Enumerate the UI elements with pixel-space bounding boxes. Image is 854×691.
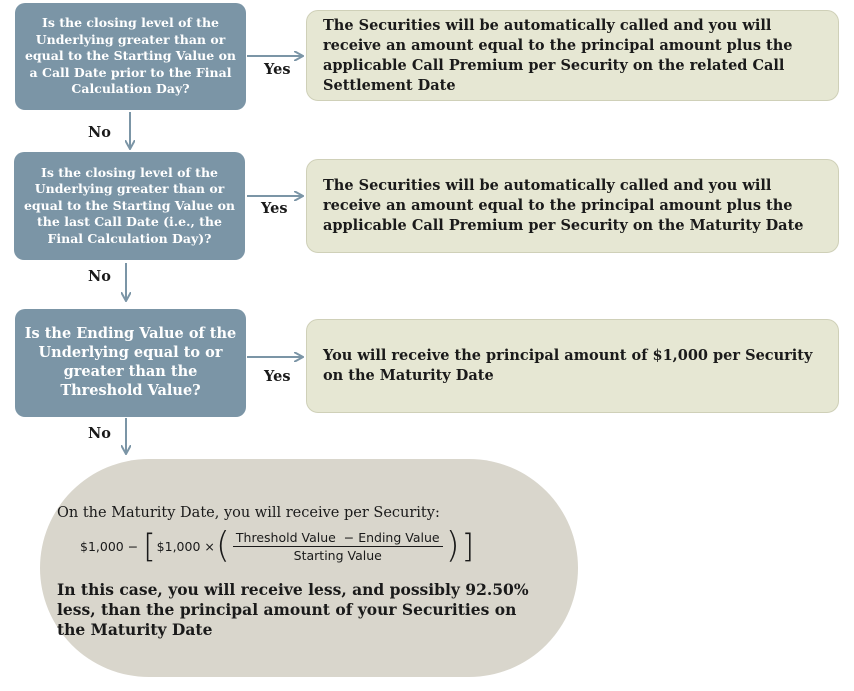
no-label-3: No bbox=[88, 425, 111, 442]
final-outcome-oval bbox=[40, 459, 578, 677]
final-intro-text: On the Maturity Date, you will receive per Security: bbox=[57, 505, 440, 521]
question-box-3: Is the Ending Value of the Underlying equal to or greater than the Threshold Value? bbox=[15, 309, 246, 417]
yes-label-2: Yes bbox=[261, 200, 288, 217]
formula-lead: $1,000 − bbox=[80, 538, 139, 554]
open-paren: ( bbox=[215, 525, 230, 566]
result-box-1: The Securities will be automatically called and you will receive an amount equal to the principal amount plus the applicable Call Premium per Security on the related Call Settlement Date bbox=[306, 10, 839, 101]
no-label-2: No bbox=[88, 268, 111, 285]
close-bracket: ] bbox=[461, 527, 475, 565]
formula-inner: $1,000 × bbox=[156, 538, 215, 554]
question-box-2: Is the closing level of the Underlying greater than or equal to the Starting Value on the last Call Date (i.e., the Final Calculation Day)? bbox=[14, 152, 245, 260]
no-label-1: No bbox=[88, 124, 111, 141]
question-box-1: Is the closing level of the Underlying greater than or equal to the Starting Value on a Call Date prior to the Final Calculation Day? bbox=[15, 3, 246, 110]
open-bracket: [ bbox=[143, 527, 156, 565]
formula-denominator: Starting Value bbox=[293, 547, 382, 563]
payout-formula bbox=[80, 525, 475, 566]
formula-numerator: Threshold Value − Ending Value bbox=[233, 530, 443, 547]
yes-label-3: Yes bbox=[264, 368, 291, 385]
close-paren: ) bbox=[445, 525, 460, 566]
final-conclusion-text: In this case, you will receive less, and possibly 92.50% less, than the principal amount of your Securities on the Maturity Date bbox=[57, 580, 529, 640]
formula-fraction bbox=[233, 530, 443, 563]
result-box-3: You will receive the principal amount of $1,000 per Security on the Maturity Date bbox=[306, 319, 839, 413]
result-box-2: The Securities will be automatically called and you will receive an amount equal to the principal amount plus the applicable Call Premium per Security on the Maturity Date bbox=[306, 159, 839, 253]
yes-label-1: Yes bbox=[264, 61, 291, 78]
